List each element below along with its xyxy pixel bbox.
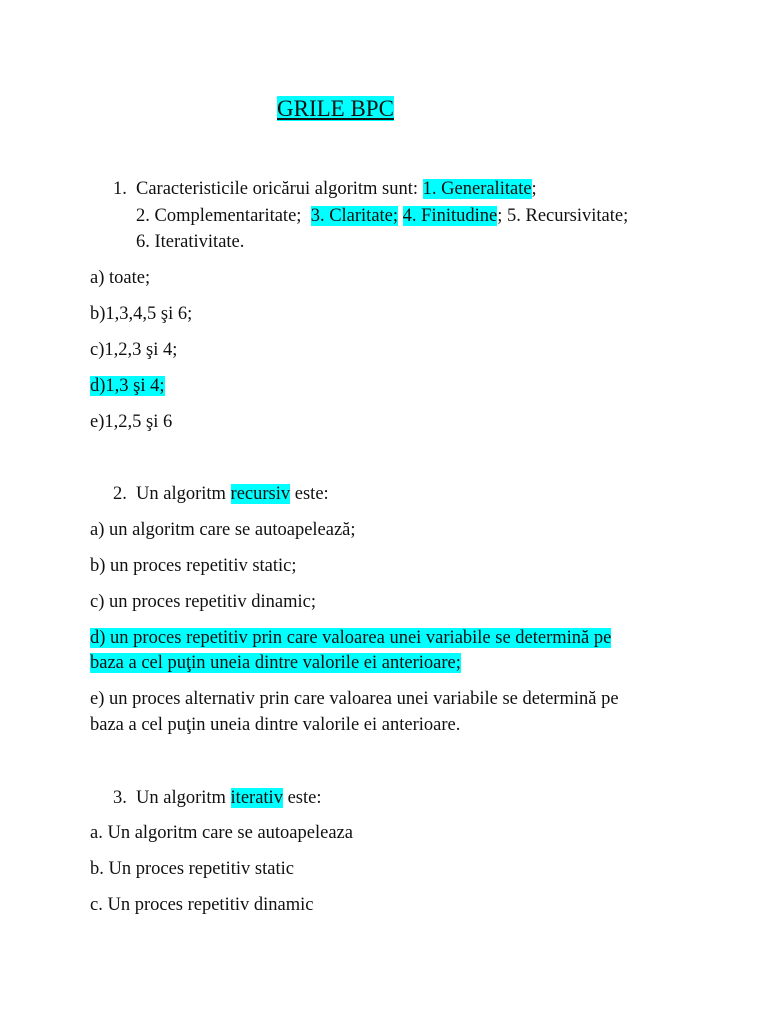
q1-option-c: c)1,2,3 şi 4; <box>90 340 178 360</box>
q2-correct-answer-line-2: baza a cel puţin uneia dintre valorile ei anterioare; <box>90 653 461 673</box>
q2-option-b: b) un proces repetitiv static; <box>90 556 297 576</box>
q1-line-2: 2. Complementaritate; 3. Claritate; 4. Finitudine; 5. Recursivitate; <box>136 206 629 226</box>
q2-highlight-recursiv: recursiv <box>230 484 291 504</box>
q1-option-a: a) toate; <box>90 268 151 288</box>
q1-number: 1. <box>113 179 127 199</box>
q1-option-b: b)1,3,4,5 şi 6; <box>90 304 193 324</box>
q3-number: 3. <box>113 788 127 808</box>
q3-option-b: b. Un proces repetitiv static <box>90 859 294 879</box>
q2-stem: Un algoritm recursiv este: <box>136 484 329 504</box>
q3-option-a: a. Un algoritm care se autoapeleaza <box>90 823 353 843</box>
q1-option-d <box>90 377 165 396</box>
q3-option-c: c. Un proces repetitiv dinamic <box>90 895 314 915</box>
q2-option-c: c) un proces repetitiv dinamic; <box>90 592 317 612</box>
q1-highlight-finitudine: 4. Finitudine <box>402 206 498 226</box>
q2-option-d-line-1 <box>90 629 611 648</box>
q1-correct-answer: d)1,3 şi 4; <box>90 376 165 396</box>
q2-option-d-line-2 <box>90 654 461 673</box>
q3-stem: Un algoritm iterativ este: <box>136 788 322 808</box>
q3-highlight-iterativ: iterativ <box>230 788 283 808</box>
q2-option-a: a) un algoritm care se autoapelează; <box>90 520 356 540</box>
q2-option-e-line-2: baza a cel puţin uneia dintre valorile ei anterioare. <box>90 715 461 735</box>
q2-number: 2. <box>113 484 127 504</box>
document-title: GRILE BPC <box>277 96 394 121</box>
q1-option-e: e)1,2,5 şi 6 <box>90 412 173 432</box>
q2-option-e-line-1: e) un proces alternativ prin care valoarea unei variabile se determină pe <box>90 689 619 709</box>
q1-highlight-generalitate: 1. Generalitate <box>422 179 532 199</box>
q1-line-1: Caracteristicile oricărui algoritm sunt: 1. Generalitate; <box>136 179 537 199</box>
q2-correct-answer-line-1: d) un proces repetitiv prin care valoarea unei variabile se determină pe <box>90 628 612 648</box>
q1-line-3: 6. Iterativitate. <box>136 232 245 252</box>
q1-highlight-claritate: 3. Claritate; <box>310 206 399 226</box>
